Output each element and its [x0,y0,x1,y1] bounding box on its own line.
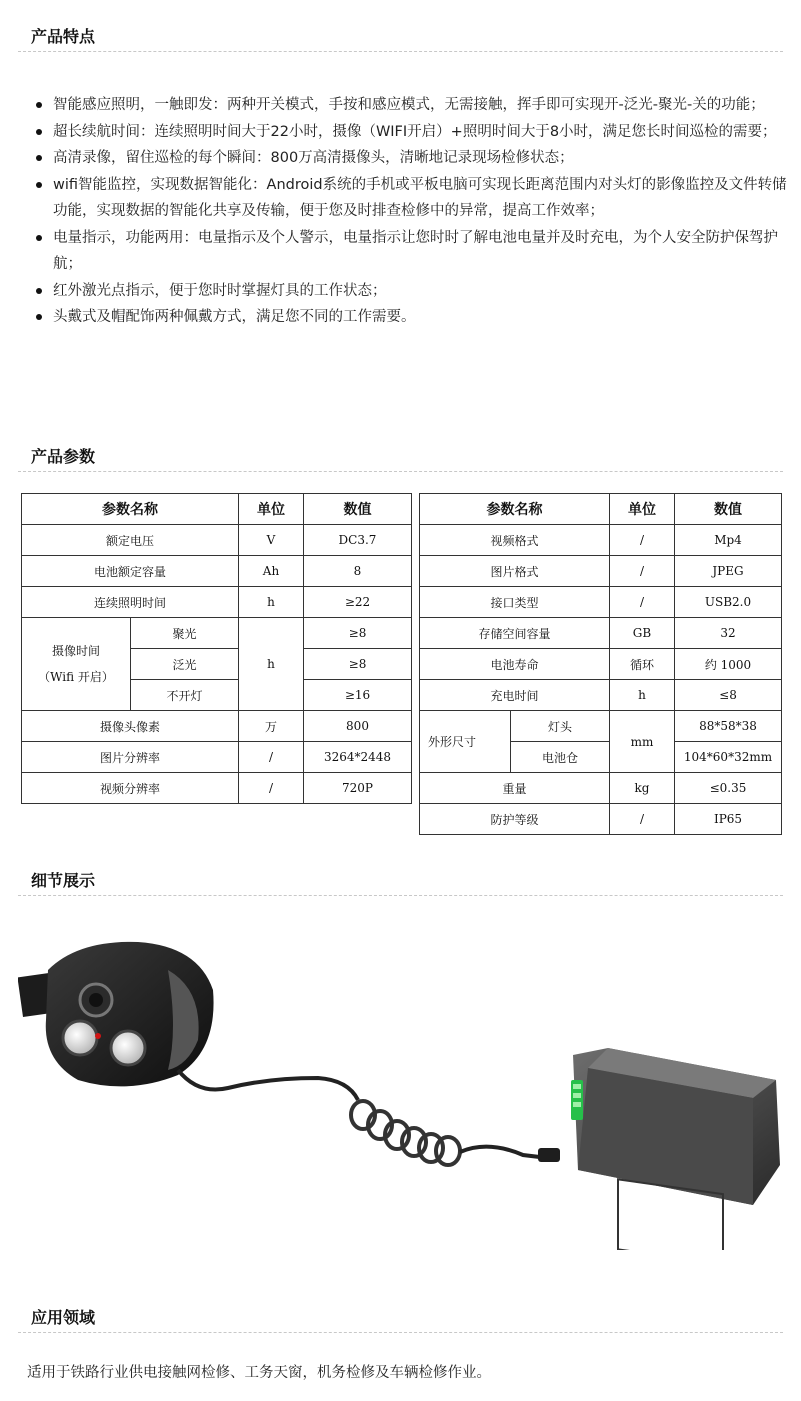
features-section-title: 产品特点 [18,24,783,52]
bullet-icon [36,288,42,294]
bullet-icon [36,129,42,135]
params-table-left [21,493,412,804]
header-value: 数值 [304,494,412,525]
feature-item: 电量指示，功能两用：电量指示及个人警示，电量指示让您时时了解电池电量并及时充电，为个人安全防护保驾护航； [32,225,797,278]
features-list [32,92,797,331]
bullet-icon [36,314,42,320]
feature-item: 智能感应照明，一触即发：两种开关模式，手按和感应模式，无需接触，挥手即可实现开-泛光-聚光-关的功能； [32,92,797,119]
header-value: 数值 [675,494,782,525]
table-row: 充电时间 h ≤8 [420,680,782,711]
table-row: 图片分辨率 / 3264*2448 [22,742,412,773]
headlamp-icon [46,942,214,1087]
connector-shape [538,1148,560,1162]
table-row: 图片格式 / JPEG [420,556,782,587]
application-section-title: 应用领域 [18,1305,783,1333]
table-row: 连续照明时间 h ≥22 [22,587,412,618]
table-row: 电池额定容量 Ah 8 [22,556,412,587]
table-row: 额定电压 V DC3.7 [22,525,412,556]
cable-shape [178,1070,358,1100]
params-table-right [419,493,782,835]
params-section-title: 产品参数 [18,444,783,472]
table-row: 摄像头像素 万 800 [22,711,412,742]
header-name: 参数名称 [420,494,610,525]
table-row: 视频分辨率 / 720P [22,773,412,804]
table-row: 防护等级 / IP65 [420,804,782,835]
bullet-icon [36,235,42,241]
table-row: 电池仓 104*60*32mm [420,742,782,773]
cable-shape [460,1147,548,1158]
feature-item: 头戴式及帽配饰两种佩戴方式，满足您不同的工作需要。 [32,304,797,331]
details-section-title: 细节展示 [18,868,783,896]
table-row: 接口类型 / USB2.0 [420,587,782,618]
table-row: 摄像时间 （Wifi 开启） 聚光 h ≥8 [22,618,412,649]
table-row: 外形尺寸 灯头 mm 88*58*38 [420,711,782,742]
feature-item: wifi智能监控，实现数据智能化：Android系统的手机或平板电脑可实现长距离范围内对头灯的影像监控及文件转储功能，实现数据的智能化共享及传输，便于您及时排查检修中的异常，提高工作效率； [32,172,797,225]
header-name: 参数名称 [22,494,239,525]
bullet-icon [36,182,42,188]
coil-cable-shape [351,1101,460,1165]
table-row: 视频格式 / Mp4 [420,525,782,556]
table-row: 重量 kg ≤0.35 [420,773,782,804]
feature-item: 超长续航时间：连续照明时间大于22小时，摄像（WIFI开启）+照明时间大于8小时，满足您长时间巡检的需要； [32,119,797,146]
table-row: 不开灯 ≥16 [22,680,412,711]
header-unit: 单位 [610,494,675,525]
table-row: 泛光 ≥8 [22,649,412,680]
bullet-icon [36,155,42,161]
feature-item: 高清录像，留住巡检的每个瞬间：800万高清摄像头，清晰地记录现场检修状态； [32,145,797,172]
product-illustration [18,930,783,1250]
camera-time-cell: 摄像时间 （Wifi 开启） [22,618,131,711]
header-unit: 单位 [239,494,304,525]
application-text: 适用于铁路行业供电接触网检修、工务天窗，机务检修及车辆检修作业。 [27,1365,491,1381]
bullet-icon [36,102,42,108]
battery-box-icon [571,1048,780,1250]
feature-item: 红外激光点指示，便于您时时掌握灯具的工作状态； [32,278,797,305]
table-row: 存储空间容量 GB 32 [420,618,782,649]
table-row: 电池寿命 循环 约 1000 [420,649,782,680]
